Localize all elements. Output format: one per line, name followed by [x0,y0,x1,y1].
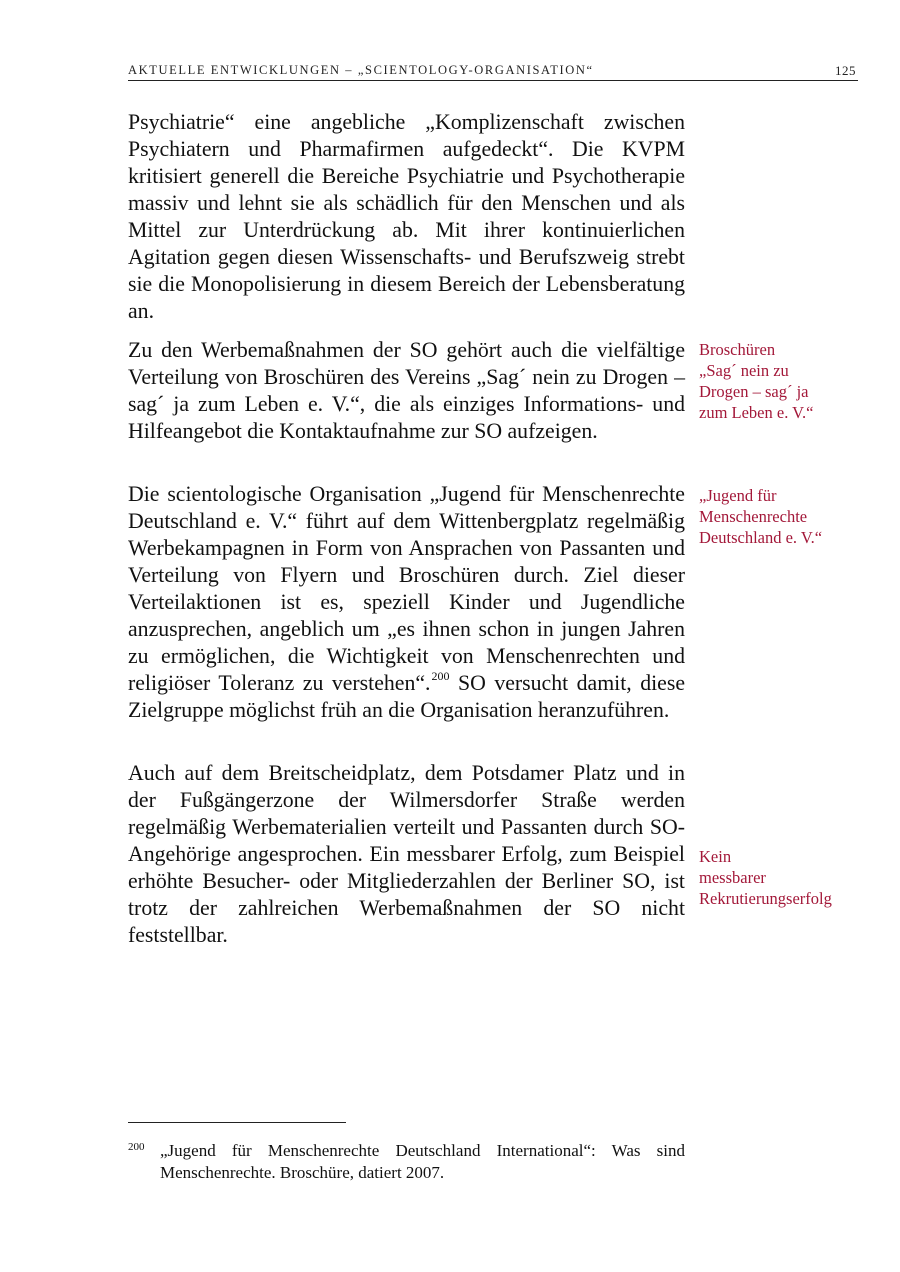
margin-note-line: „Jugend für [699,486,777,505]
margin-note-line: Rekrutierungserfolg [699,889,832,908]
page-number: 125 [835,63,856,78]
margin-note-jugend [699,485,889,548]
paragraph-text-after: SO versucht damit, diese Zielgruppe möglichst früh an die Organisation heranzuführen. [128,671,685,722]
margin-note-kein-erfolg [699,846,889,909]
body-paragraph-2 [128,337,685,445]
paragraph-text: Psychiatrie“ eine angebliche „Komplizenschaft zwischen Psychiatern und Pharmafirmen aufgedeckt“. Die KVPM kritisiert generell die Bereiche Psychiatrie und Psychotherapie massiv und lehnt sie als schädlich für den Menschen und als Mittel zur Unterdrückung ab. Mit ihrer kontinuierlichen Agitation gegen diesen Wissenschafts- und Berufszweig strebt sie die Monopolisierung in diesem Bereich der Lebensberatung an. [128,110,685,323]
paragraph-text-before: Die scientologische Organisation „Jugend für Menschenrechte Deutschland e. V.“ führt auf dem Wittenbergplatz regelmäßig Werbekampagnen in Form von Ansprachen von Passanten und Verteilung von Flyern und Broschüren durch. Ziel dieser Verteilaktionen ist es, speziell Kinder und Jugendliche anzusprechen, angeblich um „es ihnen schon in jungen Jahren zu ermöglichen, die Wichtigkeit von Menschenrechten und religiöser Toleranz zu verstehen“. [128,482,685,695]
margin-note-line: Broschüren [699,340,776,359]
margin-note-line: „Sag´ nein zu [699,361,789,380]
footnote-text: „Jugend für Menschenrechte Deutschland International“: Was sind Menschenrechte. Broschüre, datiert 2007. [160,1141,685,1182]
margin-note-line: Menschenrechte [699,507,808,526]
footnote-reference[interactable]: 200 [431,669,450,683]
paragraph-text: Auch auf dem Breitscheidplatz, dem Potsdamer Platz und in der Fußgängerzone der Wilmersdorfer Straße werden regelmäßig Werbematerialien verteilt und Passanten durch SO-Angehörige angesprochen. Ein messbarer Erfolg, zum Beispiel erhöhte Besucher- oder Mitgliederzahlen der Berliner SO, ist trotz der zahlreichen Werbemaßnahmen der SO nicht feststellbar. [128,761,685,947]
paragraph-text: Zu den Werbemaßnahmen der SO gehört auch die vielfältige Verteilung von Broschüren des Vereins „Sag´ nein zu Drogen – sag´ ja zum Leben e. V.“, die als einziges Informations- und Hilfeangebot die Kontaktaufnahme zur SO aufzeigen. [128,338,685,443]
margin-note-line: Drogen – sag´ ja [699,382,809,401]
margin-note-broschueren [699,339,889,423]
margin-note-line: Deutschland e. V.“ [699,528,823,547]
body-paragraph-1 [128,109,685,325]
running-title: AKTUELLE ENTWICKLUNGEN – „SCIENTOLOGY-ORGANISATION“ [128,63,594,77]
margin-note-line: Kein [699,847,732,866]
footnote-number: 200 [128,1141,145,1153]
page-header [128,60,858,81]
margin-note-line: messbarer [699,868,766,887]
body-paragraph-4 [128,760,685,949]
margin-note-line: zum Leben e. V.“ [699,403,814,422]
body-paragraph-3 [128,481,685,724]
paragraph-text [128,481,685,724]
footnote-200 [128,1140,685,1184]
footnote-divider [128,1122,346,1123]
